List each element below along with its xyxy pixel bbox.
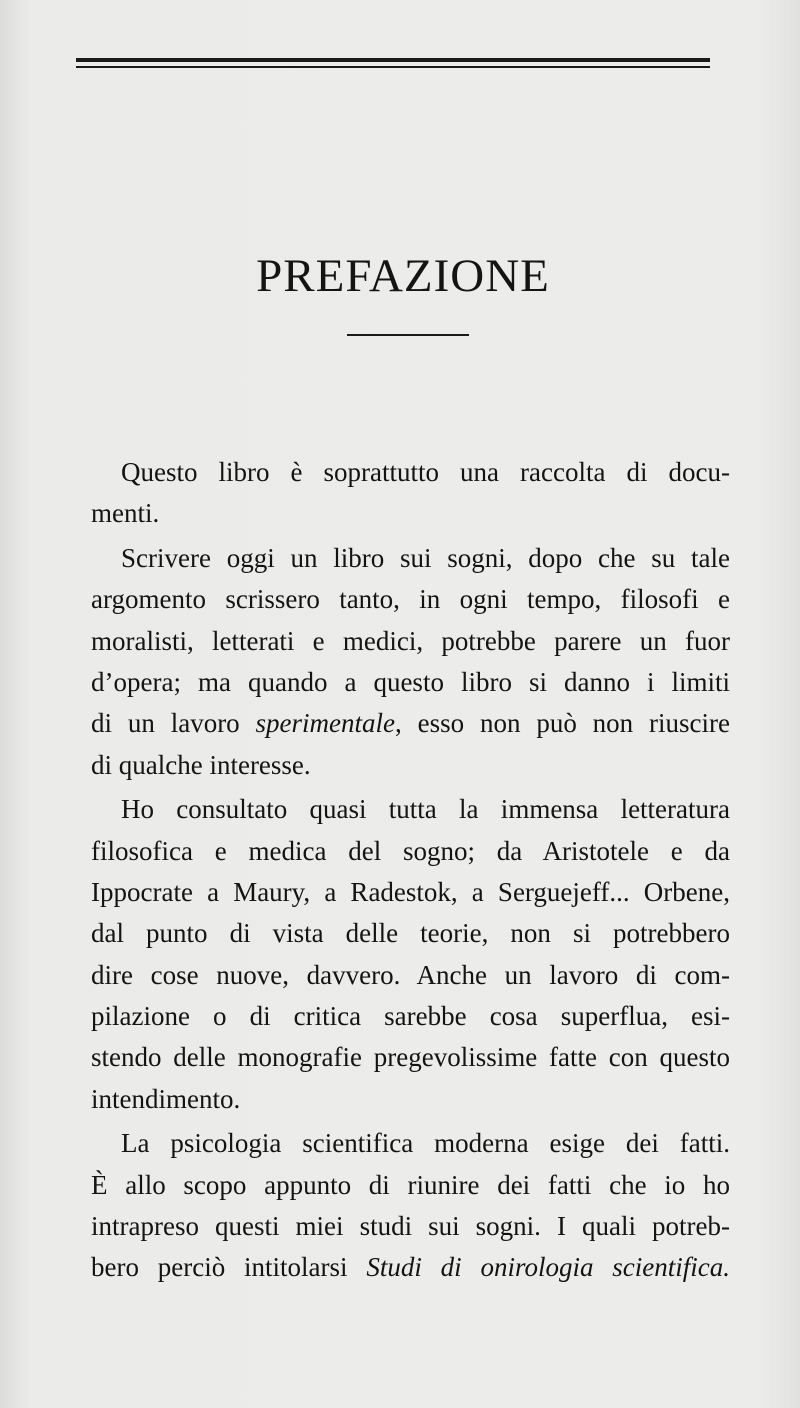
- paragraph: [91, 538, 730, 786]
- text-run: , esso non può non riuscire: [395, 708, 730, 739]
- top-rule-thin: [76, 66, 710, 68]
- text-line: pilazione o di critica sarebbe cosa superflua, esi-: [91, 1001, 730, 1032]
- title-underline-rule: [347, 334, 469, 336]
- italic-text: Studi di onirologia scientifica.: [366, 1252, 730, 1283]
- text-line: Questo libro è soprattutto una raccolta di docu-: [121, 457, 730, 487]
- text-line: menti.: [91, 498, 160, 529]
- text-line: [91, 703, 730, 744]
- text-line: d’opera; ma quando a questo libro si danno i limiti: [91, 666, 730, 697]
- text-line: filosofica e medica del sogno; da Aristotele e da: [91, 835, 730, 866]
- text-line: intendimento.: [91, 1083, 241, 1114]
- text-line: moralisti, letterati e medici, potrebbe parere un fuor: [91, 625, 730, 656]
- top-double-rule: [76, 58, 710, 70]
- preface-body: [91, 452, 730, 1289]
- text-line: [91, 1247, 730, 1288]
- text-line: dire cose nuove, davvero. Anche un lavoro di com-: [91, 959, 730, 990]
- paragraph: [91, 1123, 730, 1289]
- text-line: Ippocrate a Maury, a Radestok, a Serguejeff... Orbene,: [91, 876, 730, 907]
- text-line: La psicologia scientifica moderna esige dei fatti.: [121, 1128, 730, 1159]
- text-line: stendo delle monografie pregevolissime fatte con questo: [91, 1042, 730, 1073]
- text-line: argomento scrissero tanto, in ogni tempo, filosofi e: [91, 584, 730, 615]
- text-line: di qualche interesse.: [91, 749, 311, 780]
- text-line: Ho consultato quasi tutta la immensa letteratura: [121, 794, 730, 825]
- text-run: di un lavoro: [91, 708, 256, 739]
- text-line: intrapreso questi miei studi sui sogni. I quali potreb-: [91, 1211, 730, 1242]
- text-line: Scrivere oggi un libro sui sogni, dopo che su tale: [121, 542, 730, 573]
- text-line: dal punto di vista delle teorie, non si potrebbero: [91, 918, 730, 949]
- page-title: PREFAZIONE: [256, 250, 550, 302]
- italic-text: sperimentale: [255, 708, 396, 739]
- paragraph: [91, 789, 730, 1120]
- top-rule-thick: [76, 58, 710, 62]
- paragraph: [91, 452, 730, 535]
- text-run: bero perciò intitolarsi: [91, 1252, 367, 1283]
- text-line: È allo scopo appunto di riunire dei fatti che io ho: [91, 1169, 730, 1200]
